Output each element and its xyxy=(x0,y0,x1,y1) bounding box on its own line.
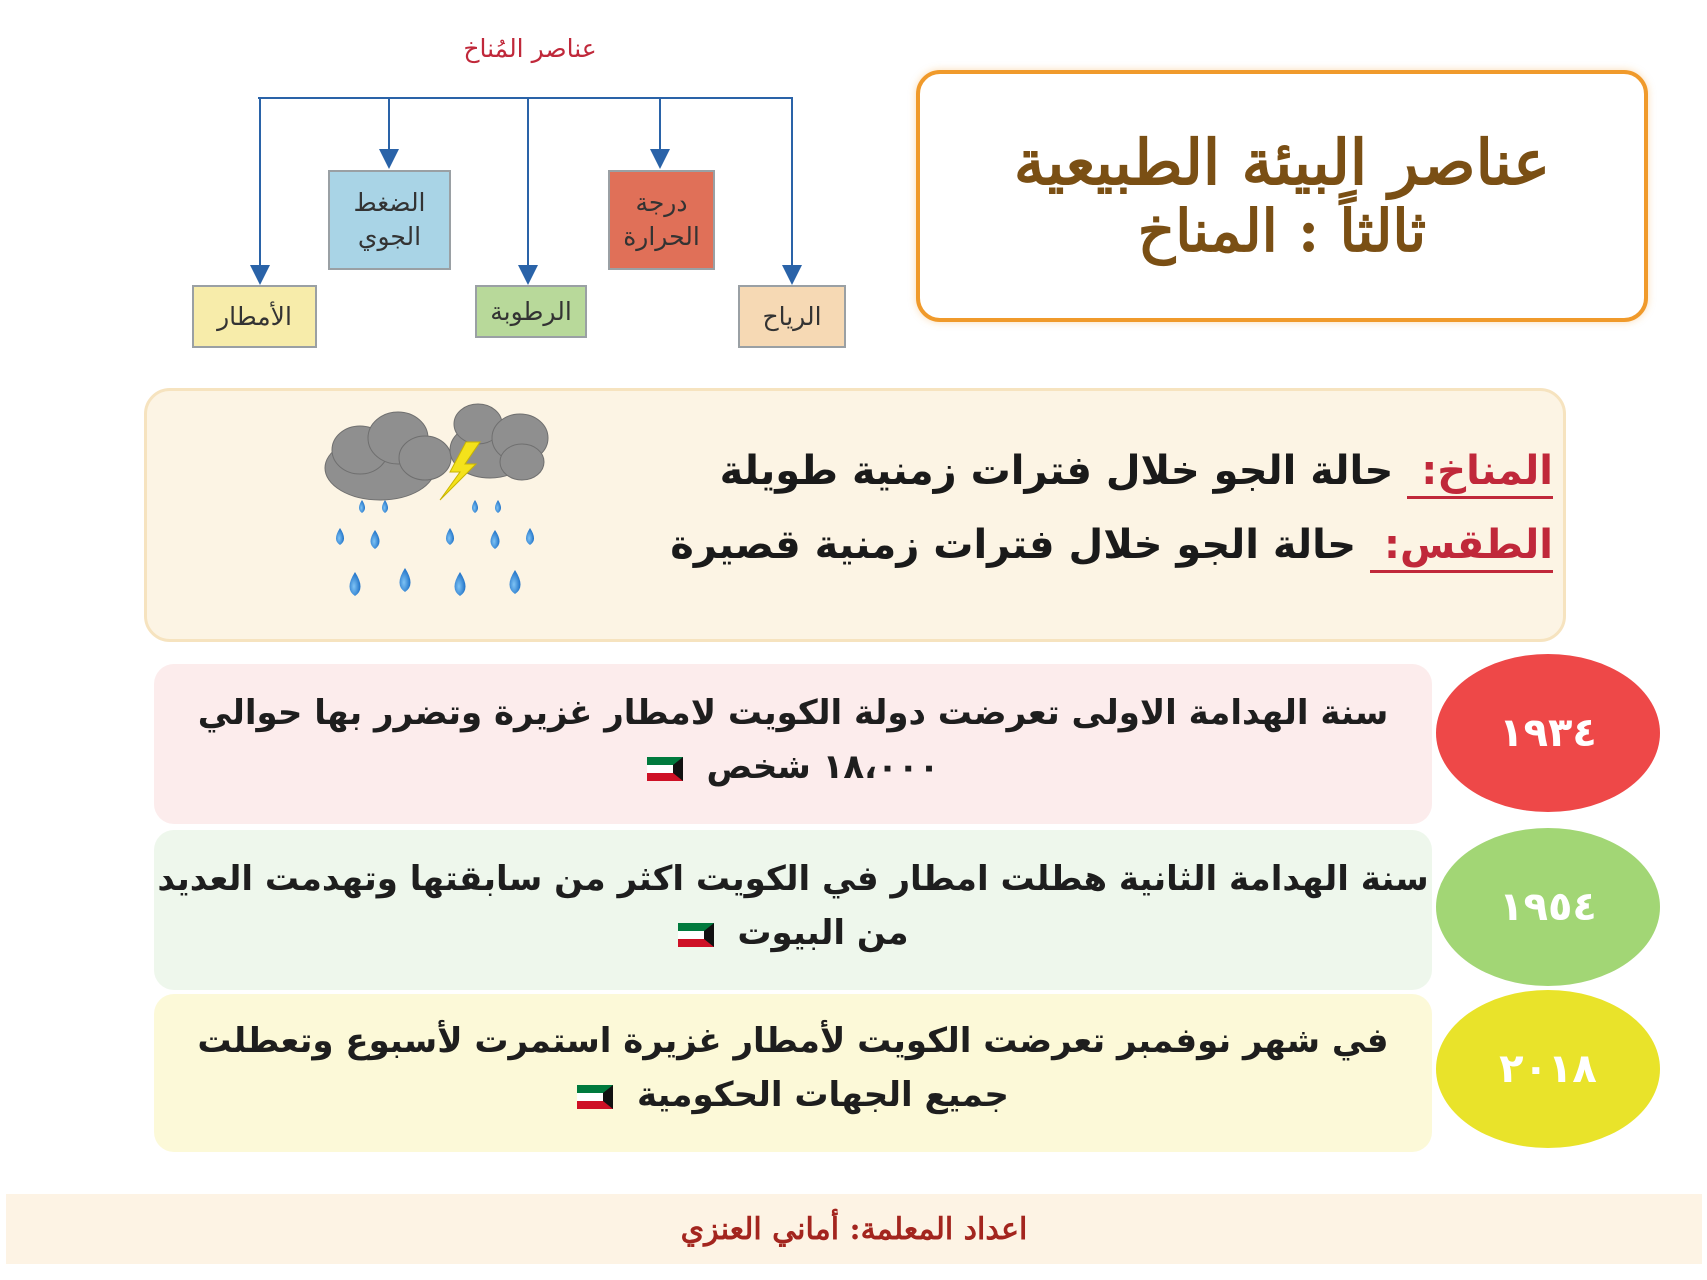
box-line: الأمطار xyxy=(217,301,292,331)
rain-cloud-icon xyxy=(310,400,590,630)
box-line: الجوي xyxy=(357,222,422,251)
rain-drops xyxy=(336,500,534,596)
box-line: الرطوبة xyxy=(490,296,572,326)
event-line: في شهر نوفمبر تعرضت الكويت لأمطار غزيرة استمرت لأسبوع وتعطلت xyxy=(197,1021,1389,1061)
kuwait-flag-icon xyxy=(647,757,683,781)
box-line: الرياح xyxy=(762,301,822,331)
cloud-left xyxy=(325,412,451,500)
diagram-box-humidity xyxy=(475,285,587,338)
weather-term: الطقس: xyxy=(1370,522,1553,573)
diagram-root-label: عناصر المُناخ xyxy=(463,34,597,63)
event-line: سنة الهدامة الثانية هطلت امطار في الكويت اكثر من سابقتها وتهدمت العديد xyxy=(157,859,1429,899)
event-line-2: من البيوت xyxy=(737,913,909,954)
climate-definition xyxy=(720,448,1553,494)
box-line: الضغط xyxy=(353,188,426,218)
kuwait-flag-icon xyxy=(577,1085,613,1109)
climate-text: حالة الجو خلال فترات زمنية طويلة xyxy=(719,448,1394,494)
event-line xyxy=(154,740,1432,794)
box-line: درجة xyxy=(635,188,688,218)
climate-term: المناخ: xyxy=(1407,448,1553,499)
title-card xyxy=(916,70,1648,322)
weather-definition xyxy=(670,522,1553,568)
kuwait-flag-icon xyxy=(678,923,714,947)
diagram-box-wind xyxy=(738,285,846,348)
event-line xyxy=(154,906,1432,960)
title-line-1: عناصر البيئة الطبيعية xyxy=(1013,126,1551,199)
event-text-2018 xyxy=(154,1014,1432,1123)
diagram-box-air-pressure xyxy=(328,170,451,270)
weather-text: حالة الجو خلال فترات زمنية قصيرة xyxy=(670,522,1357,568)
event-text-1934 xyxy=(154,686,1432,795)
event-text-1954 xyxy=(154,852,1432,961)
box-line: الحرارة xyxy=(623,222,700,251)
event-line-2: جميع الجهات الحكومية xyxy=(636,1075,1009,1116)
title-line-2: ثالثاً : المناخ xyxy=(1137,197,1427,266)
diagram-box-rain xyxy=(192,285,317,348)
event-line-2: ١٨،٠٠٠ شخص xyxy=(706,747,940,788)
year-badge-1954: ١٩٥٤ xyxy=(1436,828,1660,986)
year-badge-1934: ١٩٣٤ xyxy=(1436,654,1660,812)
year-badge-2018: ٢٠١٨ xyxy=(1436,990,1660,1148)
event-line: سنة الهدامة الاولى تعرضت دولة الكويت لامطار غزيرة وتضرر بها حوالي xyxy=(197,693,1389,733)
diagram-box-temperature xyxy=(608,170,715,270)
event-line xyxy=(154,1068,1432,1122)
footer-credit: اعداد المعلمة: أماني العنزي xyxy=(6,1194,1702,1264)
